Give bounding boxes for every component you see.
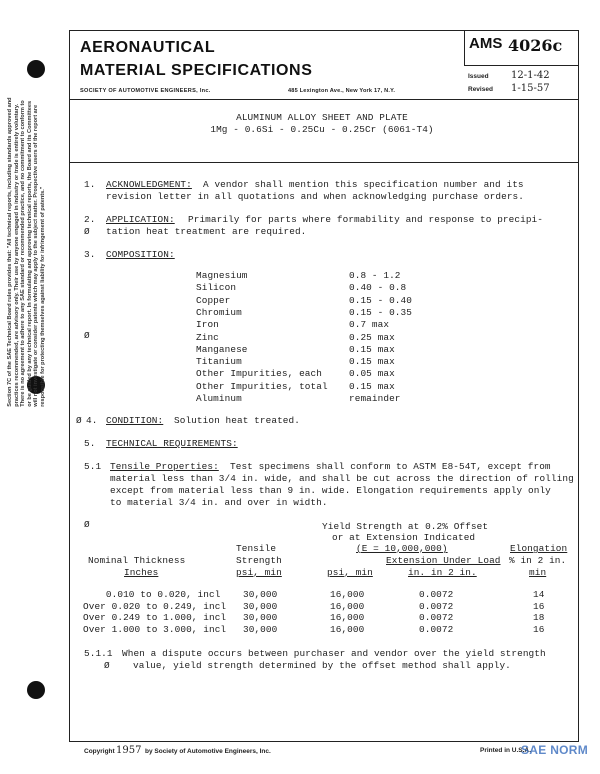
title-line-1: AERONAUTICAL (80, 39, 216, 56)
element-value: 0.15 - 0.35 (349, 306, 412, 318)
s2-text-1: Primarily for parts where formability and response to precipi- (188, 214, 544, 225)
element-value: 0.15 - 0.40 (349, 294, 412, 306)
s2-title: APPLICATION: (106, 214, 175, 225)
change-mark: Ø (76, 415, 82, 426)
cell-yield: 16,000 (330, 623, 365, 635)
punch-hole (27, 681, 45, 699)
cell-thickness: Over 0.249 to 1.000, incl (83, 612, 227, 623)
cell-tensile: 30,000 (243, 600, 278, 612)
cell-elongation: 16 (533, 623, 545, 635)
s511-text-1: When a dispute occurs between purchaser and vendor over the yield strength (122, 648, 546, 659)
s3-title: COMPOSITION: (106, 249, 175, 260)
s2-text-2: tation heat treatment are required. (106, 226, 307, 237)
element-name: Iron (196, 319, 219, 331)
s1-text-2: revision letter in all quotations and when acknowledging purchase orders. (106, 191, 524, 202)
cell-yield: 16,000 (330, 612, 365, 623)
copyright-label: Copyright (84, 748, 115, 755)
th-tensile-1: Tensile (236, 543, 277, 554)
th-yield-3: (E = 10,000,000) (356, 543, 448, 554)
s51-text-4: to material 3/4 in. and over in width. (110, 497, 328, 508)
s4-title: CONDITION: (106, 415, 164, 426)
th-yield-psi: psi, min (327, 567, 373, 578)
th-elong-1: Elongation (510, 543, 568, 554)
printed-in: Printed in U.S.A. (480, 747, 531, 754)
s3-num: 3. (84, 249, 96, 260)
th-ext-2: in. in 2 in. (408, 567, 477, 578)
cell-extension: 0.0072 (419, 589, 454, 600)
revised-date: 1-15-57 (511, 83, 550, 94)
society-address: 485 Lexington Ave., New York 17, N.Y. (288, 88, 396, 94)
cell-tensile: 30,000 (243, 589, 278, 600)
change-mark: Ø (104, 660, 110, 671)
s51-text-3: except from material less than 9 in. wide. Elongation requirements apply only (110, 485, 551, 496)
th-elong-2: % in 2 in. (509, 555, 567, 566)
element-name: Other Impurities, each (196, 368, 322, 380)
s1-title: ACKNOWLEDGMENT: (106, 179, 192, 190)
th-yield-1: Yield Strength at 0.2% Offset (322, 521, 489, 532)
th-elong-3: min (529, 567, 547, 578)
element-value: 0.8 - 1.2 (349, 270, 401, 281)
element-value: 0.40 - 0.8 (349, 282, 407, 294)
ams-box (464, 31, 579, 66)
cell-thickness: Over 1.000 to 3.000, incl (83, 623, 227, 635)
element-value: 0.05 max (349, 368, 395, 380)
element-value: 0.7 max (349, 319, 390, 331)
cell-yield: 16,000 (330, 589, 365, 600)
society-name: SOCIETY OF AUTOMOTIVE ENGINEERS, Inc. (80, 88, 211, 94)
ams-label: AMS (469, 35, 503, 52)
copyright-year: 1957 (116, 745, 142, 756)
element-name: Aluminum (196, 393, 242, 404)
element-value: 0.15 max (349, 356, 395, 368)
element-name: Magnesium (196, 270, 248, 281)
subtitle-line-2: 1Mg - 0.6Si - 0.25Cu - 0.25Cr (6061-T4) (210, 124, 434, 135)
element-name: Titanium (196, 356, 242, 368)
s511-num: 5.1.1 (84, 648, 113, 659)
th-thickness-2: Inches (124, 567, 159, 578)
side-disclaimer: Section 7C of the SAE Technical Board rules provides that: "All technical reports, including standards approved and practices recommended, are advisory only. Their use by anyone engaged in industry or trade is entirely voluntary. There is no agreement to adhere to any SAE standard or recommended practice, and no commitment to conform to or be guided by any technical report. In formulating and approving technical reports, the Board and its Committees will not investigate or consider patents which may apply to the subject matter. Prospective users of the report are responsible for protecting themselves against liability for infringement of patents." (7, 97, 47, 407)
cell-tensile: 30,000 (243, 623, 278, 635)
element-value: 0.15 max (349, 343, 395, 355)
header (70, 31, 578, 100)
title-line-2: MATERIAL SPECIFICATIONS (80, 62, 313, 79)
th-yield-2: or at Extension Indicated (332, 532, 476, 543)
s51-text-2: material less than 3/4 in. wide, and shall be cut across the direction of rolling (110, 473, 574, 484)
s5-num: 5. (84, 438, 96, 449)
watermark-logo: SAE NORM (521, 743, 589, 757)
element-name: Silicon (196, 282, 237, 294)
element-name: Chromium (196, 306, 242, 318)
copyright-org: by Society of Automotive Engineers, Inc. (145, 748, 271, 755)
element-value: remainder (349, 393, 401, 404)
s4-text: Solution heat treated. (174, 415, 300, 426)
element-name: Other Impurities, total (196, 380, 328, 392)
s51-text-1: Test specimens shall conform to ASTM E8-54T, except from (230, 461, 551, 472)
s1-text-1: A vendor shall mention this specification number and its (203, 179, 524, 190)
cell-extension: 0.0072 (419, 623, 454, 635)
punch-hole (27, 60, 45, 78)
ams-number: 4026c (508, 36, 563, 55)
revised-label: Revised (468, 86, 493, 93)
s511-text-2: value, yield strength determined by the offset method shall apply. (133, 660, 511, 671)
element-name: Zinc (196, 331, 219, 343)
element-value: 0.15 max (349, 380, 395, 392)
subtitle-divider (70, 162, 578, 163)
th-tensile-2: Strength (236, 555, 282, 566)
cell-extension: 0.0072 (419, 612, 454, 623)
th-thickness-1: Nominal Thickness (88, 555, 186, 566)
change-mark: Ø (84, 226, 90, 237)
th-tensile-3: psi, min (236, 567, 282, 578)
cell-thickness: 0.010 to 0.020, incl (83, 589, 221, 600)
issued-date: 12-1-42 (511, 70, 550, 81)
s51-num: 5.1 (84, 461, 102, 472)
s51-title: Tensile Properties: (110, 461, 219, 472)
element-name: Manganese (196, 343, 248, 355)
issued-label: Issued (468, 73, 489, 80)
cell-elongation: 16 (533, 600, 545, 612)
cell-yield: 16,000 (330, 600, 365, 612)
s1-num: 1. (84, 179, 96, 190)
element-value: 0.25 max (349, 331, 395, 343)
subtitle-line-1: ALUMINUM ALLOY SHEET AND PLATE (236, 112, 408, 123)
th-ext-1: Extension Under Load (386, 555, 501, 566)
change-mark: Ø (84, 330, 90, 341)
cell-thickness: Over 0.020 to 0.249, incl (83, 600, 227, 612)
cell-elongation: 14 (533, 589, 545, 600)
s5-title: TECHNICAL REQUIREMENTS: (106, 438, 238, 449)
s2-num: 2. (84, 214, 96, 225)
cell-tensile: 30,000 (243, 612, 278, 623)
change-mark: Ø (84, 519, 90, 530)
cell-extension: 0.0072 (419, 600, 454, 612)
element-name: Copper (196, 294, 231, 306)
cell-elongation: 18 (533, 612, 545, 623)
s4-num: 4. (86, 415, 98, 426)
